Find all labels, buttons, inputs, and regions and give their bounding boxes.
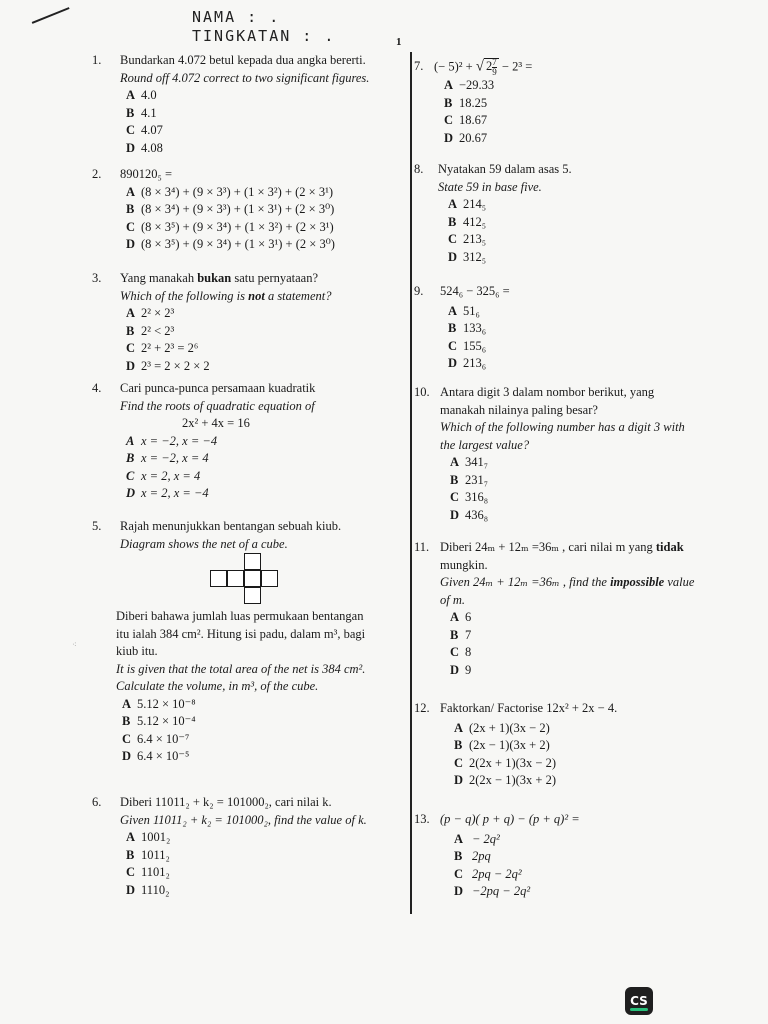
option-letter: C [454, 755, 464, 770]
option-text: x = 2, x = −4 [141, 486, 209, 500]
option-a[interactable] [92, 184, 402, 202]
question-text-ms: manakah nilainya paling besar? [440, 402, 598, 417]
option-text: 4.07 [141, 123, 163, 137]
option-b[interactable] [414, 95, 734, 113]
net-face [210, 570, 227, 587]
option-a[interactable] [92, 87, 402, 105]
option-c[interactable] [414, 644, 734, 662]
option-text: (2x − 1)(3x + 2) [469, 738, 550, 752]
option-d[interactable] [414, 355, 734, 373]
option-d[interactable] [92, 882, 410, 900]
option-b[interactable] [92, 323, 402, 341]
text-part: a statement? [264, 288, 332, 303]
option-letter: B [454, 738, 463, 752]
option-text: 1011₂ [141, 847, 170, 862]
question-number: 3. [92, 271, 102, 285]
question-text-en: Find the roots of quadratic equation of [120, 398, 315, 413]
question-stem: 524₆ − 325₆ = [440, 284, 510, 298]
scan-speck: ⁖ [72, 640, 77, 649]
option-d[interactable] [414, 772, 734, 790]
option-letter: A [444, 78, 454, 92]
question-4 [92, 380, 402, 503]
page-number: 1 [396, 36, 402, 48]
option-letter: B [450, 627, 459, 642]
option-text: 18.67 [459, 113, 488, 127]
option-text: −29.33 [459, 78, 495, 92]
option-b[interactable] [414, 472, 734, 490]
option-text: (2x + 1)(3x − 2) [469, 720, 550, 735]
option-text: 8 [465, 645, 472, 659]
question-number: 5. [92, 519, 102, 533]
option-text: 213₆ [463, 356, 487, 370]
question-9 [414, 283, 734, 373]
option-letter: B [444, 95, 453, 110]
option-letter: C [450, 490, 460, 504]
option-c[interactable] [414, 231, 734, 249]
question-7 [414, 58, 734, 147]
option-letter: D [126, 882, 136, 897]
option-text: 316₈ [465, 490, 489, 504]
question-text-ms: mungkin. [440, 557, 488, 572]
text-emphasis: impossible [610, 575, 665, 589]
option-d[interactable] [116, 748, 412, 766]
option-text: 214₅ [463, 197, 487, 211]
net-face [244, 553, 261, 570]
option-letter: B [126, 105, 135, 120]
option-c[interactable] [92, 340, 402, 358]
option-text: 2(2x − 1)(3x + 2) [469, 773, 556, 787]
option-text: 2pq [472, 849, 491, 863]
option-letter: D [122, 749, 132, 763]
option-text: 4.08 [141, 140, 163, 155]
option-text: 1110₂ [141, 882, 170, 897]
option-a[interactable] [92, 829, 410, 847]
option-letter: A [126, 830, 136, 844]
option-text: 5.12 × 10⁻⁴ [137, 714, 196, 728]
option-text: 4.0 [141, 88, 157, 102]
option-letter: D [126, 140, 136, 155]
option-letter: A [126, 433, 135, 448]
option-letter: C [126, 219, 136, 234]
option-a[interactable] [414, 454, 734, 472]
option-text: − 2q² [472, 831, 500, 846]
sqrt-sign: √ [475, 58, 485, 75]
option-text: 1001₂ [141, 830, 171, 844]
question-2 [92, 166, 402, 254]
question-text-ms: Rajah menunjukkan bentangan sebuah kiub. [120, 519, 342, 533]
option-text: 412₅ [463, 214, 487, 229]
net-face [261, 570, 278, 587]
question-3 [92, 270, 402, 375]
option-text: 231₇ [465, 472, 489, 487]
option-d[interactable] [92, 358, 402, 376]
text-part: Which of the following is [120, 288, 249, 303]
option-letter: C [126, 865, 136, 879]
option-a[interactable] [92, 305, 402, 323]
option-letter: C [454, 866, 464, 881]
option-text: x = −2, x = −4 [141, 433, 218, 448]
question-5-body [116, 608, 412, 766]
question-number: 13. [414, 812, 430, 826]
option-letter: C [126, 123, 136, 137]
question-text-ms: Nyatakan 59 dalam asas 5. [438, 162, 572, 176]
option-text: (8 × 3⁴) + (9 × 3³) + (1 × 3²) + (2 × 3¹) [141, 184, 333, 199]
question-text-en: the largest value? [440, 437, 530, 452]
option-letter: C [448, 232, 458, 246]
option-d[interactable] [414, 130, 734, 148]
body-text-ms: Diberi bahawa jumlah luas permukaan bentangan [116, 609, 364, 623]
fraction-denominator: 9 [492, 67, 497, 77]
stem-part: − 2³ = [498, 59, 533, 74]
option-text: −2pq − 2q² [472, 884, 531, 898]
option-text: 2³ = 2 × 2 × 2 [141, 358, 210, 373]
option-a[interactable] [92, 433, 402, 451]
option-letter: A [454, 831, 464, 846]
option-a[interactable] [414, 303, 734, 321]
option-d[interactable] [92, 236, 402, 254]
option-text: 2(2x + 1)(3x − 2) [469, 755, 556, 770]
sqrt-radicand [484, 57, 499, 77]
option-letter: D [444, 130, 454, 145]
option-b[interactable] [414, 627, 734, 645]
option-b[interactable] [116, 713, 412, 731]
question-text-en: Which of the following number has a digit 3 with [440, 420, 685, 434]
option-b[interactable] [92, 201, 402, 219]
question-number: 6. [92, 795, 102, 809]
text-emphasis: not [248, 288, 265, 303]
option-letter: B [122, 714, 131, 728]
text-part: satu pernyataan? [231, 271, 319, 285]
body-text-en: Calculate the volume, in m³, of the cube. [116, 679, 319, 693]
form-field-label: TINGKATAN : . [192, 27, 336, 45]
option-c[interactable] [92, 122, 402, 140]
body-text-ms: itu ialah 384 cm². Hitung isi padu, dalam m³, bagi [116, 626, 366, 641]
question-text-ms [414, 539, 734, 557]
option-text: 2pq − 2q² [472, 866, 522, 881]
body-text-ms: kiub itu. [116, 644, 158, 658]
option-text: (8 × 3⁵) + (9 × 3⁴) + (1 × 3²) + (2 × 3¹) [141, 219, 334, 234]
question-text-en [414, 574, 734, 592]
option-letter: D [454, 884, 464, 898]
option-letter: D [126, 237, 136, 251]
option-d[interactable] [92, 485, 402, 503]
option-text: 2² + 2³ = 2⁶ [141, 341, 199, 355]
option-text: 436₈ [465, 507, 489, 522]
option-a[interactable] [414, 196, 734, 214]
fraction-numerator: 7 [492, 57, 497, 67]
option-letter: B [454, 849, 463, 863]
option-letter: A [126, 306, 136, 320]
option-text: 155₆ [463, 338, 487, 353]
option-d[interactable] [92, 140, 402, 158]
option-letter: A [122, 696, 132, 711]
option-text: 6.4 × 10⁻⁷ [137, 731, 190, 746]
option-letter: B [450, 472, 459, 487]
option-letter: C [448, 338, 458, 353]
question-text-en: Round off 4.072 correct to two significant figures. [120, 70, 370, 85]
question-13 [414, 811, 734, 901]
question-text-ms [92, 270, 402, 288]
option-letter: D [448, 356, 458, 370]
option-letter: C [122, 731, 132, 746]
net-face [244, 587, 261, 604]
option-letter: B [126, 323, 135, 338]
option-c[interactable] [92, 864, 410, 882]
question-text-ms: Cari punca-punca persamaan kuadratik [120, 381, 316, 395]
option-text: 6.4 × 10⁻⁵ [137, 749, 190, 763]
option-letter: A [454, 720, 464, 735]
option-text: 2² × 2³ [141, 306, 175, 320]
question-text-ms: Bundarkan 4.072 betul kepada dua angka bererti. [120, 53, 366, 67]
name-field-label: NAMA : . [192, 8, 281, 26]
fraction [492, 58, 497, 77]
question-number: 2. [92, 167, 102, 181]
option-a[interactable] [414, 831, 734, 849]
option-a[interactable] [414, 720, 734, 738]
net-face [227, 570, 244, 587]
text-part: Yang manakah [120, 271, 198, 285]
text-part: value [664, 575, 695, 589]
question-text-ms: Diberi 11011₂ + k₂ = 101000₂, cari nilai k. [120, 795, 332, 809]
option-text: 5.12 × 10⁻⁸ [137, 696, 196, 711]
option-b[interactable] [414, 320, 734, 338]
option-c[interactable] [414, 755, 734, 773]
option-text: (8 × 3⁴) + (9 × 3³) + (1 × 3¹) + (2 × 3⁰) [141, 202, 335, 216]
text-emphasis: tidak [655, 540, 684, 554]
option-b[interactable] [92, 847, 410, 865]
option-letter: B [126, 202, 135, 216]
option-a[interactable] [116, 696, 412, 714]
option-b[interactable] [92, 450, 402, 468]
question-number: 1. [92, 53, 102, 67]
question-stem: Faktorkan/ Factorise 12x² + 2x − 4. [440, 701, 618, 715]
camscanner-logo: CS [625, 987, 653, 1015]
option-letter: C [126, 468, 135, 483]
question-text-en [92, 288, 402, 306]
question-text-en: of m. [440, 592, 465, 607]
option-b[interactable] [414, 737, 734, 755]
question-stem [414, 58, 734, 77]
question-text-en: Given 11011₂ + k₂ = 101000₂, find the value of k. [120, 812, 367, 827]
question-text-en: Diagram shows the net of a cube. [120, 536, 288, 551]
option-text: x = 2, x = 4 [141, 468, 201, 483]
option-b[interactable] [92, 105, 402, 123]
option-text: x = −2, x = 4 [141, 451, 209, 465]
option-letter: B [448, 214, 457, 229]
option-a[interactable] [414, 77, 734, 95]
question-number: 10. [414, 385, 430, 399]
option-letter: A [448, 197, 458, 211]
option-letter: B [126, 847, 135, 862]
option-text: 20.67 [459, 130, 488, 145]
option-text: (8 × 3⁵) + (9 × 3⁴) + (1 × 3¹) + (2 × 3⁰) [141, 237, 335, 251]
option-text: 6 [465, 610, 472, 624]
option-text: 213₅ [463, 232, 487, 246]
question-text-ms: Antara digit 3 dalam nombor berikut, yang [440, 385, 655, 399]
question-12 [414, 700, 734, 790]
question-6 [92, 794, 410, 899]
question-stem: 890120₅ = [120, 167, 173, 181]
text-part: Diberi 24ₘ + 12ₘ =36ₘ , cari nilai m yang [440, 540, 656, 554]
option-c[interactable] [92, 219, 402, 237]
question-number: 12. [414, 701, 430, 715]
option-letter: A [450, 455, 460, 469]
option-text: 341₇ [465, 455, 489, 469]
option-c[interactable] [414, 338, 734, 356]
option-text: 312₅ [463, 249, 487, 264]
question-number: 4. [92, 381, 102, 395]
option-d[interactable] [414, 507, 734, 525]
option-c[interactable] [414, 866, 734, 884]
option-text: 1101₂ [141, 865, 170, 879]
pen-stroke-mark [32, 7, 70, 23]
option-letter: D [126, 486, 136, 500]
option-text: 51₆ [463, 303, 480, 318]
question-stem: (p − q)( p + q) − (p + q)² = [440, 812, 580, 826]
option-letter: A [126, 184, 136, 199]
quadratic-equation: 2x² + 4x = 16 [182, 416, 250, 430]
stem-part: (− 5)² + [434, 59, 476, 74]
option-letter: A [450, 610, 460, 624]
option-c[interactable] [414, 489, 734, 507]
question-5 [92, 518, 410, 553]
option-text: 4.1 [141, 105, 157, 120]
question-number: 11. [414, 540, 430, 554]
option-letter: D [450, 507, 460, 522]
option-c[interactable] [414, 112, 734, 130]
question-1 [92, 52, 402, 157]
option-letter: D [126, 358, 136, 373]
question-11 [414, 539, 734, 679]
option-letter: A [448, 303, 458, 318]
question-number: 7. [414, 59, 424, 73]
option-letter: D [448, 249, 458, 264]
question-10 [414, 384, 734, 524]
option-letter: D [454, 773, 464, 787]
question-text-en: State 59 in base five. [438, 179, 542, 194]
option-letter: C [126, 341, 136, 355]
option-c[interactable] [92, 468, 402, 486]
option-text: 133₆ [463, 321, 487, 335]
option-text: 2² < 2³ [141, 323, 175, 338]
option-letter: D [450, 662, 460, 677]
option-c[interactable] [116, 731, 412, 749]
text-part: Given 24ₘ + 12ₘ =36ₘ , find the [440, 575, 611, 589]
option-text: 18.25 [459, 95, 488, 110]
option-d[interactable] [414, 883, 734, 901]
option-a[interactable] [414, 609, 734, 627]
option-text: 7 [465, 627, 472, 642]
column-divider [410, 52, 412, 914]
option-text: 9 [465, 662, 472, 677]
option-letter: A [126, 88, 136, 102]
option-d[interactable] [414, 249, 734, 267]
mixed-whole: 2 [486, 59, 493, 74]
text-emphasis: bukan [197, 271, 232, 285]
net-face [244, 570, 261, 587]
option-b[interactable] [414, 214, 734, 232]
body-text-en: It is given that the total area of the net is 384 cm². [116, 661, 366, 676]
option-b[interactable] [414, 848, 734, 866]
question-number: 8. [414, 162, 424, 176]
option-letter: B [126, 451, 135, 465]
option-letter: B [448, 321, 457, 335]
question-8 [414, 161, 734, 266]
option-letter: C [450, 645, 460, 659]
option-letter: C [444, 113, 454, 127]
question-number: 9. [414, 284, 424, 298]
option-d[interactable] [414, 662, 734, 680]
